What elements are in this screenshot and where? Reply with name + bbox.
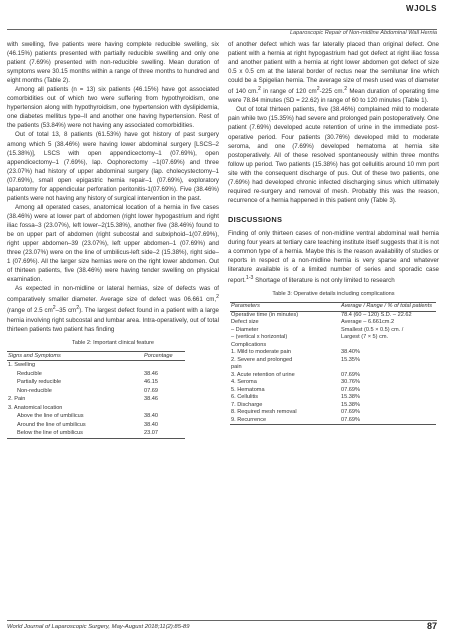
paragraph: with swelling, five patients were having complete reducible swelling, six (46.15%) patients presented with partially reducible swelling and only one patient (7.69%) presented with non-reducible swelling. Mean duration of symptoms were 30.15 months within a range of three months to hundred and eight months (Table 2). bbox=[7, 41, 219, 85]
table-row bbox=[7, 412, 185, 421]
table-row bbox=[7, 421, 185, 430]
superscript: 2 bbox=[316, 86, 320, 93]
table-row bbox=[230, 387, 436, 395]
table-row bbox=[7, 429, 185, 438]
table-cell: 30.76% bbox=[341, 379, 360, 386]
table-cell: pain bbox=[231, 364, 242, 371]
table-row bbox=[230, 379, 436, 387]
table-cell: 2. Pain bbox=[8, 396, 26, 403]
table-cell: – Diameter bbox=[231, 326, 259, 333]
superscript: 2 bbox=[216, 294, 219, 301]
footer-journal-citation: World Journal of Laparoscopic Surgery, May-August 2018;11(2):85-89 bbox=[7, 624, 190, 630]
section-heading: DISCUSSIONS bbox=[228, 214, 283, 224]
superscript: 2 bbox=[52, 305, 56, 312]
table-row bbox=[7, 395, 185, 404]
text-span: As expected in non-midline or lateral hernias, size of defects was of comparatively smaller diameter. Average size of defect was 06.661 cm, bbox=[7, 285, 219, 304]
table-row bbox=[230, 342, 436, 350]
paragraph: Out of total thirteen patients, five (38.46%) complained mild to moderate pain while two (15.35%) had severe and prolonged pain postoperatively. One patient (7.69%) developed acute retention of urine in the immediate post-operative period. Four patients (30.76%) developed mild to moderate seroma, and one (7.69%) developed hematoma at hernia site postoperatively. All of these resolved spontaneously within three months follow up period. Two patients (15.38%) has got cellulitis around 10 mm port site with the consequent discharge of pus. Out of these two patients, one (7.69%) had developed chronic infected discharging sinus which ultimately required re-surgery and removal of mesh. Probably this was the reason, recurrence of a hernia happened in this patient only (Table 3). bbox=[228, 106, 439, 204]
table-cell: 8. Required mesh removal bbox=[231, 409, 297, 416]
table-cell bbox=[340, 342, 436, 350]
table-row bbox=[7, 361, 185, 370]
table-cell: 15.38% bbox=[341, 401, 360, 408]
paragraph bbox=[228, 40, 439, 105]
table-cell: Reducible bbox=[17, 370, 42, 377]
table-cell: 1. Mild to moderate pain bbox=[231, 349, 292, 356]
table-row bbox=[230, 349, 436, 357]
table-row bbox=[230, 409, 436, 417]
table-row bbox=[230, 402, 436, 410]
table-cell: 5. Hematoma bbox=[231, 386, 265, 393]
table-row bbox=[230, 417, 436, 425]
journal-logo: WJOLS bbox=[406, 4, 437, 13]
table-cell: Above the line of umbilicus bbox=[17, 413, 84, 420]
table-cell: 07.69% bbox=[341, 386, 360, 393]
table-cell: 46.15 bbox=[144, 379, 158, 386]
table-cell: Average – 6.661cm.2 bbox=[341, 319, 395, 326]
table-cell: 38.46 bbox=[144, 396, 158, 403]
table-cell: 38.46 bbox=[144, 370, 158, 377]
table-cell: 1. Swelling bbox=[8, 362, 36, 369]
table-row bbox=[230, 311, 436, 319]
table-cell: Smallest (0.5 × 0.5) cm. / bbox=[341, 326, 404, 333]
table-cell: 9. Recurrence bbox=[230, 417, 340, 425]
table-row bbox=[230, 372, 436, 380]
left-column bbox=[7, 40, 219, 439]
table-cell: Around the line of umbilicus bbox=[17, 421, 86, 428]
text-span: Finding of only thirteen cases of non-midline ventral abdominal wall hernia during four years at tertiary care teaching institute itself suggests that it is not a common type of a hernia. Maybe this is the reason availability of studies or reports in respect of a non-midline hernia is very sparse and whatever literature available is of a limited number of series and sporadic case report. bbox=[228, 229, 439, 285]
paragraph: Among all patients (n = 13) six patients (46.15%) have got associated comorbidities out of which two were suffering from hypothyroidism, one hypertension along with hypothyroidism, one hypertension with dyslipidemia, one diabetes mellitus type–II and another one having hypertension. Rest of the patients (53.84%) were not having any associated comorbidities. bbox=[7, 86, 219, 130]
text-span: –35 cm bbox=[55, 307, 77, 315]
table-cell: 15.38% bbox=[341, 394, 360, 401]
paragraph bbox=[7, 284, 219, 333]
table-cell: 15.35% bbox=[341, 356, 360, 363]
table-row bbox=[7, 370, 185, 379]
table-3 bbox=[230, 302, 436, 425]
table-cell: 7. Discharge bbox=[231, 401, 263, 408]
right-column bbox=[228, 40, 439, 425]
table-cell: 78.4 (60 – 120) S.D. – 22.62 bbox=[341, 311, 412, 318]
table-cell bbox=[143, 361, 185, 370]
table-cell: 6. Cellulitis bbox=[231, 394, 259, 401]
running-title: Laparoscopic Repair of Non-midline Abdominal Wall Hernia bbox=[289, 30, 437, 36]
text-span: in range of 120 cm bbox=[260, 88, 317, 96]
table-cell: 2. Severe and prolonged bbox=[231, 356, 293, 363]
table-cell: 4. Seroma bbox=[231, 379, 257, 386]
table-cell: Complications bbox=[231, 341, 267, 348]
table-cell: 07.69 bbox=[144, 387, 158, 394]
table-cell: 38.40% bbox=[341, 349, 360, 356]
table-cell: Defect size bbox=[231, 319, 259, 326]
table-3-caption: Table 3: Operative details including complications bbox=[272, 291, 395, 298]
paragraph: Among all operated cases, anatomical location of a hernia in five cases (38.46%) were at lower part of abdomen (right lower hypogastrium and right iliac fossa–3 (23.07%), left lower–2(15.38%), another five (38.46%) found to be on upper part of abdomen (right subcostal and subxiphoid–1(07.69%), right upper abdomen–39 (23.07%), left upper abdomen–1 (07.69%) and three (23.07%) were on the line of umbilicus-left side–2 (15.38%), right side–1 (07.69%). All the larger size hernias were on the right lower abdomen. Out of thirteen patients, five (38.46%) were having tender swelling on physical examination. bbox=[7, 203, 219, 284]
text-span: (range of 2.5 cm bbox=[7, 307, 53, 315]
table-cell: 07.69% bbox=[341, 371, 360, 378]
table-cell: 07.69% bbox=[341, 409, 360, 416]
footer-rule bbox=[7, 620, 437, 621]
table-cell: 38.40 bbox=[144, 421, 158, 428]
page-number: 87 bbox=[426, 621, 437, 631]
table-header: Parameters bbox=[230, 303, 340, 311]
table-cell: – (vertical x horizontal) bbox=[231, 334, 288, 341]
text-span: ). The largest defect found in a patient with a large hernia involving right subcostal and lumbar area. Intra-operatively, out of total thirteen patients two patient has finding bbox=[7, 307, 219, 333]
table-cell: 23.07 bbox=[143, 429, 185, 438]
text-span: Shortage of literature is not only limited to research bbox=[253, 277, 395, 285]
superscript: 2 bbox=[76, 305, 80, 312]
table-header: Average / Range / % of total patients bbox=[340, 303, 436, 311]
table-2-caption: Table 2: Important clinical feature bbox=[71, 339, 155, 346]
table-cell: 3. Anatomical location bbox=[8, 404, 63, 411]
table-cell: 38.40 bbox=[144, 413, 158, 420]
citation-superscript: 1-3 bbox=[245, 275, 254, 282]
superscript: 2 bbox=[344, 86, 348, 93]
paragraph bbox=[228, 229, 439, 285]
text-span: -225 cm. bbox=[319, 88, 345, 96]
table-row bbox=[230, 334, 436, 342]
table-row bbox=[7, 378, 185, 387]
table-2 bbox=[7, 351, 185, 439]
table-row bbox=[230, 357, 436, 365]
paragraph: Out of total 13, 8 patients (61.53%) have got history of past surgery among which 5 (38.46%) were having lower abdominal surgery [LSCS–2 (15.38%)], LSCS with open appendicectomy–1 (07.69%), open appendicectomy–1 (7.69%), lap. Oophorectomy –1(07.69%) and three (23.07%) had history of upper abdominal surgery (lap. cholecystectomy–1 (07.69%), small open epigastric hernia repair–1 (07.69%), exploratory laparotomy for appendicular perforation peritonitis-1(07.69%). Five (38.46%) patients were not having any history of surgical intervention in the past. bbox=[7, 131, 219, 202]
table-cell: Operative time (in minutes) bbox=[231, 311, 299, 318]
table-row bbox=[230, 327, 436, 335]
table-row bbox=[230, 364, 436, 372]
table-header: Porcentage bbox=[143, 351, 185, 361]
table-header: Signs and Symptoms bbox=[7, 351, 143, 361]
table-cell bbox=[340, 364, 436, 372]
table-row bbox=[7, 387, 185, 396]
table-row bbox=[7, 404, 185, 413]
table-cell: 3. Acute retention of urine bbox=[231, 371, 295, 378]
table-cell: Below the line of umbilicus bbox=[7, 429, 143, 438]
table-row bbox=[230, 394, 436, 402]
table-cell: Largest (7 × 5) cm. bbox=[341, 334, 389, 341]
table-cell: Non-reducible bbox=[17, 387, 52, 394]
text-span: of another defect which was far laterally placed than original defect. One patient with a hernia at right hypogastrium had got defect at right iliac fossa and another patient with a hernia at right lower abdomen got defect of size 0.5 x 0.5 cm at the lateral border of rectus near the semilunar line which could be a Spigelian hernia. The average size of mesh used was of diameter of 140 cm. bbox=[228, 41, 439, 96]
superscript: 2 bbox=[258, 86, 261, 93]
text-span: Mean duration of operating time were 78.84 minutes (SD = 22.62) in range of 60 to 120 minutes (Table 1). bbox=[228, 88, 440, 105]
table-cell: Partially reducible bbox=[17, 379, 62, 386]
table-cell bbox=[143, 404, 185, 413]
table-cell: 07.69% bbox=[340, 417, 436, 425]
table-row bbox=[230, 319, 436, 327]
